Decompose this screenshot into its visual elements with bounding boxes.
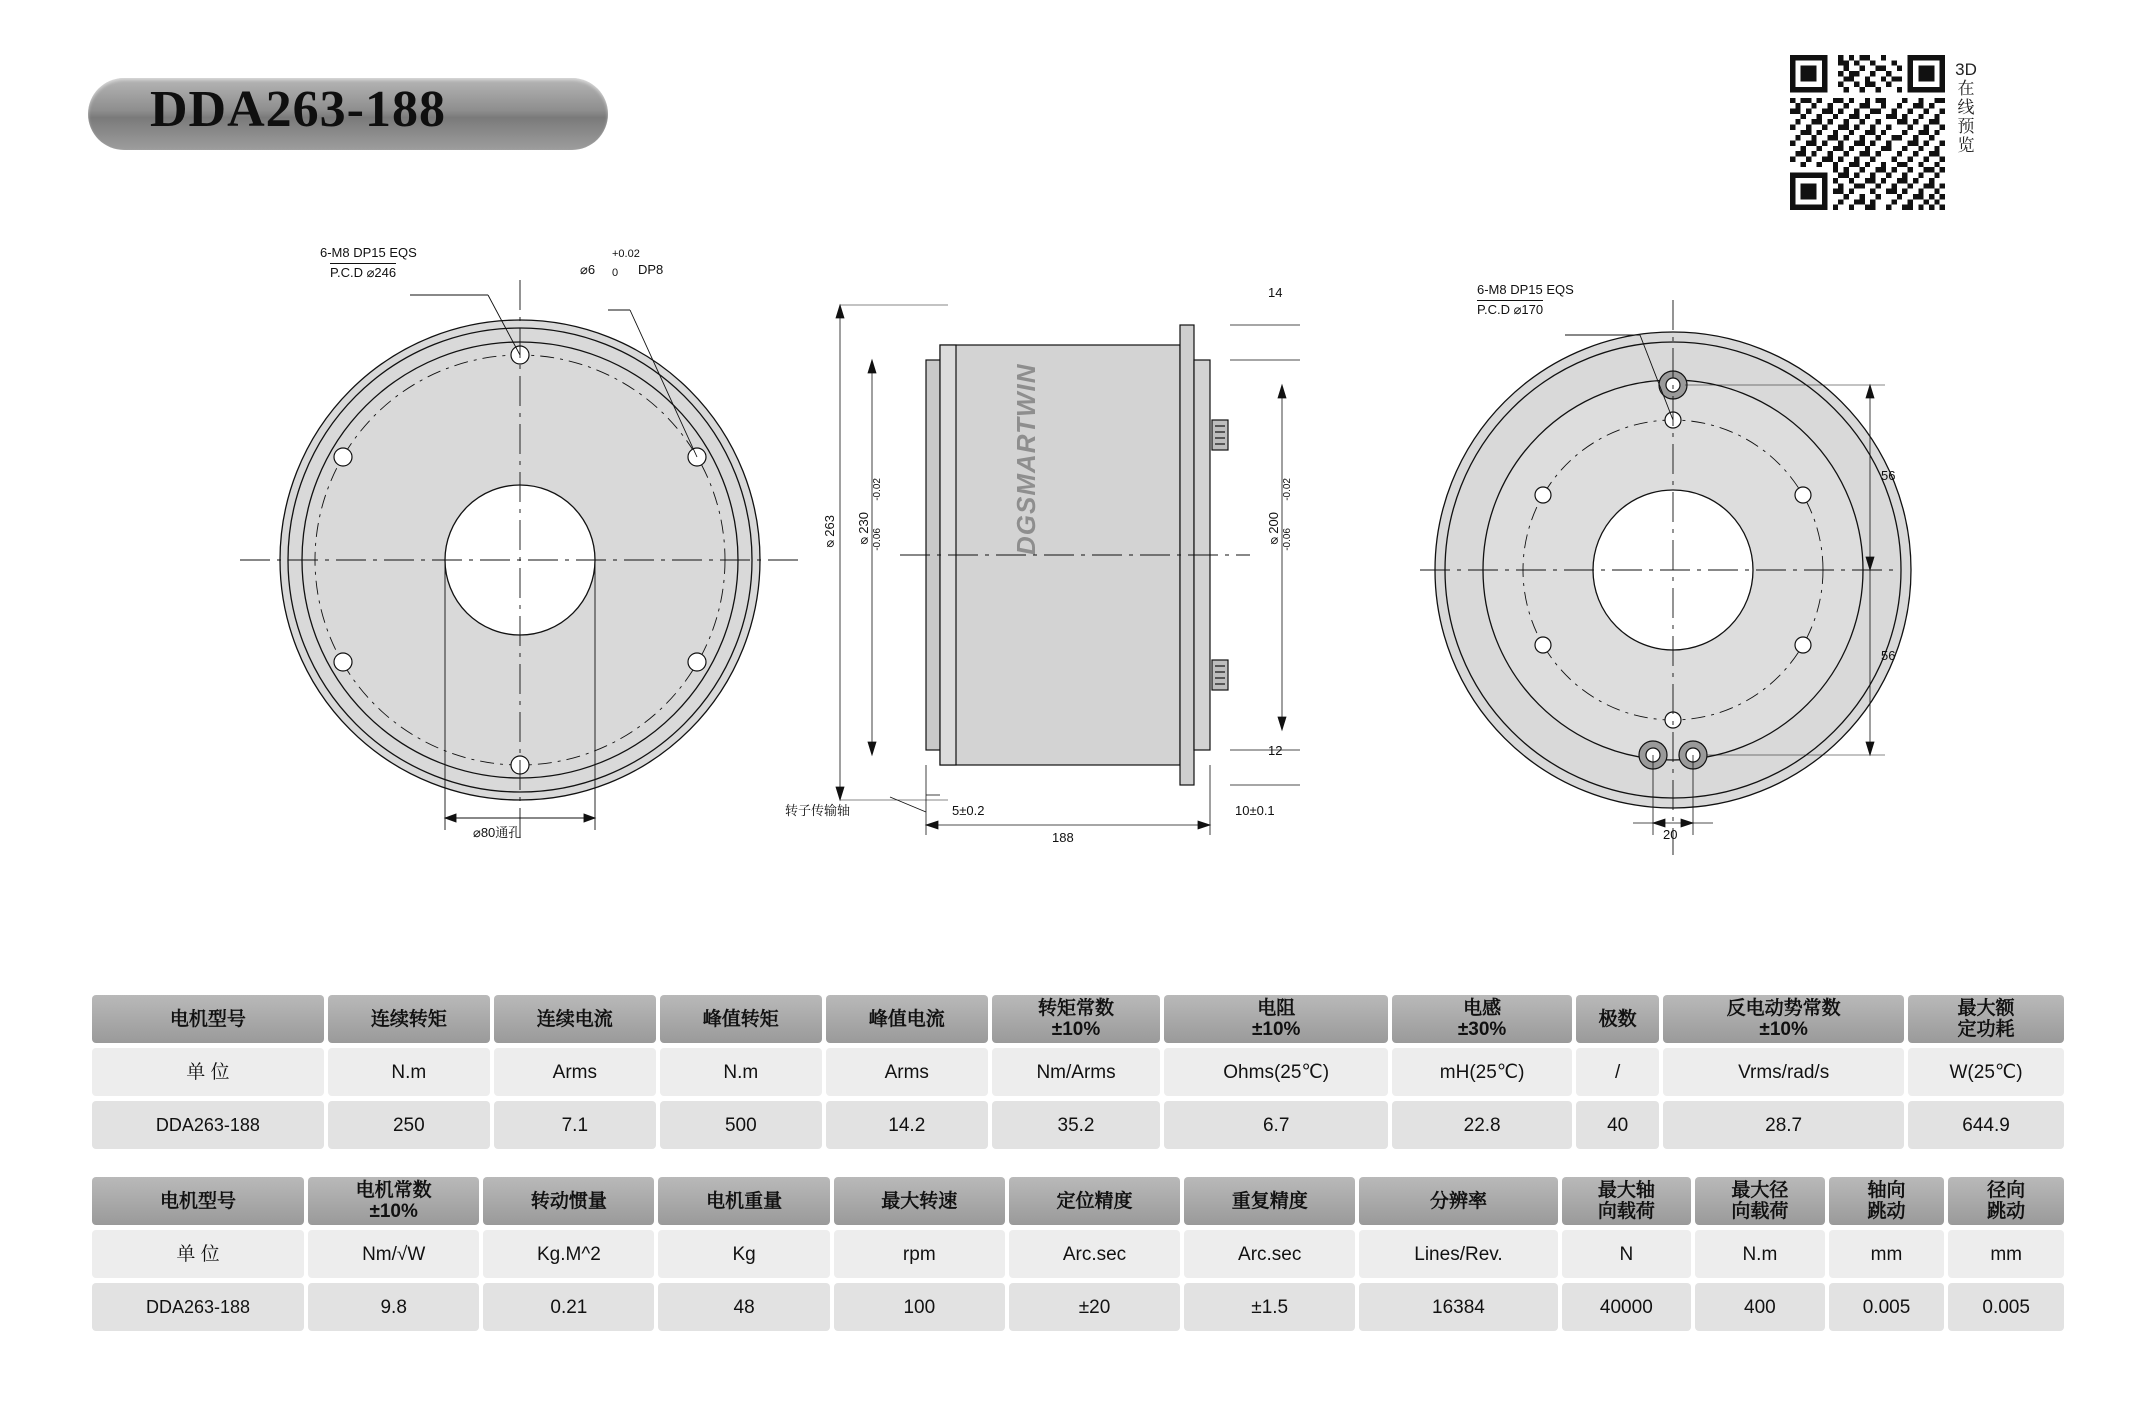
side-dim-right-tol-top: -0.02: [1282, 478, 1293, 501]
unit-cell: mm: [1829, 1230, 1945, 1278]
front-bore-note: ⌀80通孔: [473, 825, 522, 840]
side-dim-top: 14: [1268, 285, 1283, 300]
col-header: 转矩常数 ±10%: [992, 995, 1161, 1043]
col-header: 转动惯量: [483, 1177, 654, 1225]
unit-cell: N.m: [328, 1048, 490, 1096]
qr-label: 3D在线预览: [1955, 60, 1977, 155]
col-header: 峰值电流: [826, 995, 988, 1043]
front-pin-depth: DP8: [638, 262, 664, 277]
side-dim-shaft: 5±0.2: [952, 803, 985, 818]
table-row: [92, 995, 2064, 1043]
spec-table-block-1: [88, 990, 2068, 1154]
col-header: 连续转矩: [328, 995, 490, 1043]
col-header: 重复精度: [1184, 1177, 1355, 1225]
rear-view-drawing: [1415, 282, 2015, 870]
unit-cell: N: [1562, 1230, 1692, 1278]
col-header: 反电动势常数 ±10%: [1663, 995, 1904, 1043]
unit-cell: Arms: [826, 1048, 988, 1096]
front-view-drawing: [230, 245, 810, 860]
svg-text:DGSMARTWIN: DGSMARTWIN: [1011, 363, 1041, 555]
side-dim-step: 10±0.1: [1235, 803, 1275, 818]
value-cell: 644.9: [1908, 1101, 2064, 1149]
side-dim-length: 188: [1052, 830, 1074, 845]
value-cell: 40000: [1562, 1283, 1692, 1331]
col-header: 峰值转矩: [660, 995, 822, 1043]
col-header: 极数: [1576, 995, 1659, 1043]
table-row: [92, 1101, 2064, 1149]
page-title: DDA263-188: [150, 81, 446, 138]
side-dim-mid-tol-bot: -0.06: [872, 528, 883, 551]
value-cell: DDA263-188: [92, 1283, 304, 1331]
col-header: 电机重量: [658, 1177, 829, 1225]
value-cell: 250: [328, 1101, 490, 1149]
side-dim-right: ⌀200: [1266, 512, 1281, 549]
value-cell: 28.7: [1663, 1101, 1904, 1149]
rear-bolt-note-line2: P.C.D ⌀170: [1477, 302, 1544, 317]
side-dim-mid-tol-top: -0.02: [872, 478, 883, 501]
front-pin-tol-bot: 0: [612, 267, 619, 279]
table-row: [92, 1177, 2064, 1225]
unit-cell: Arc.sec: [1184, 1230, 1355, 1278]
side-dim-right-tol-bot: -0.06: [1282, 528, 1293, 551]
side-dim-outer: ⌀263: [822, 515, 837, 552]
unit-cell: Ohms(25℃): [1164, 1048, 1388, 1096]
col-header: 最大轴 向载荷: [1562, 1177, 1692, 1225]
col-header: 电机常数 ±10%: [308, 1177, 479, 1225]
unit-cell: 单 位: [92, 1230, 304, 1278]
rear-dim-56-bottom: 56: [1881, 648, 1896, 663]
unit-cell: /: [1576, 1048, 1659, 1096]
specification-table: [88, 990, 2068, 1336]
side-dim-mid: ⌀230: [856, 512, 871, 549]
value-cell: 22.8: [1392, 1101, 1572, 1149]
unit-cell: rpm: [834, 1230, 1005, 1278]
value-cell: 9.8: [308, 1283, 479, 1331]
value-cell: ±1.5: [1184, 1283, 1355, 1331]
unit-cell: N.m: [660, 1048, 822, 1096]
side-shaft-note: 转子传输轴: [785, 803, 851, 818]
value-cell: 400: [1695, 1283, 1825, 1331]
unit-cell: mH(25℃): [1392, 1048, 1572, 1096]
col-header: 电机型号: [92, 1177, 304, 1225]
unit-cell: Vrms/rad/s: [1663, 1048, 1904, 1096]
rear-dim-56-top: 56: [1881, 468, 1896, 483]
side-view-drawing: [785, 285, 1370, 860]
front-pin-diameter: ⌀6: [580, 262, 596, 277]
spec-table-block-2: [88, 1172, 2068, 1336]
table-row: [92, 1283, 2064, 1331]
value-cell: 0.005: [1948, 1283, 2064, 1331]
col-header: 电感 ±30%: [1392, 995, 1572, 1043]
value-cell: 35.2: [992, 1101, 1161, 1149]
col-header: 分辨率: [1359, 1177, 1557, 1225]
front-pin-tol-top: +0.02: [612, 248, 640, 260]
col-header: 最大径 向载荷: [1695, 1177, 1825, 1225]
unit-cell: W(25℃): [1908, 1048, 2064, 1096]
col-header: 连续电流: [494, 995, 656, 1043]
value-cell: DDA263-188: [92, 1101, 324, 1149]
value-cell: 0.21: [483, 1283, 654, 1331]
unit-cell: 单 位: [92, 1048, 324, 1096]
col-header: 径向 跳动: [1948, 1177, 2064, 1225]
col-header: 电机型号: [92, 995, 324, 1043]
table-row: [92, 1048, 2064, 1096]
front-bolt-note-line1: 6-M8 DP15 EQS: [320, 245, 417, 260]
value-cell: ±20: [1009, 1283, 1180, 1331]
value-cell: 16384: [1359, 1283, 1557, 1331]
unit-cell: mm: [1948, 1230, 2064, 1278]
value-cell: 14.2: [826, 1101, 988, 1149]
col-header: 轴向 跳动: [1829, 1177, 1945, 1225]
unit-cell: Kg: [658, 1230, 829, 1278]
unit-cell: Nm/Arms: [992, 1048, 1161, 1096]
col-header: 电阻 ±10%: [1164, 995, 1388, 1043]
table-row: [92, 1230, 2064, 1278]
unit-cell: Arc.sec: [1009, 1230, 1180, 1278]
col-header: 最大额 定功耗: [1908, 995, 2064, 1043]
value-cell: 7.1: [494, 1101, 656, 1149]
value-cell: 0.005: [1829, 1283, 1945, 1331]
rear-bolt-note-line1: 6-M8 DP15 EQS: [1477, 282, 1574, 297]
front-bolt-note-line2: P.C.D ⌀246: [330, 265, 397, 280]
unit-cell: Lines/Rev.: [1359, 1230, 1557, 1278]
value-cell: 6.7: [1164, 1101, 1388, 1149]
qr-code: [1790, 55, 1945, 210]
col-header: 最大转速: [834, 1177, 1005, 1225]
value-cell: 500: [660, 1101, 822, 1149]
unit-cell: N.m: [1695, 1230, 1825, 1278]
side-dim-bottom-right: 12: [1268, 743, 1283, 758]
value-cell: 48: [658, 1283, 829, 1331]
col-header: 定位精度: [1009, 1177, 1180, 1225]
rear-dim-20: 20: [1663, 827, 1678, 842]
unit-cell: Kg.M^2: [483, 1230, 654, 1278]
value-cell: 100: [834, 1283, 1005, 1331]
unit-cell: Nm/√W: [308, 1230, 479, 1278]
unit-cell: Arms: [494, 1048, 656, 1096]
value-cell: 40: [1576, 1101, 1659, 1149]
